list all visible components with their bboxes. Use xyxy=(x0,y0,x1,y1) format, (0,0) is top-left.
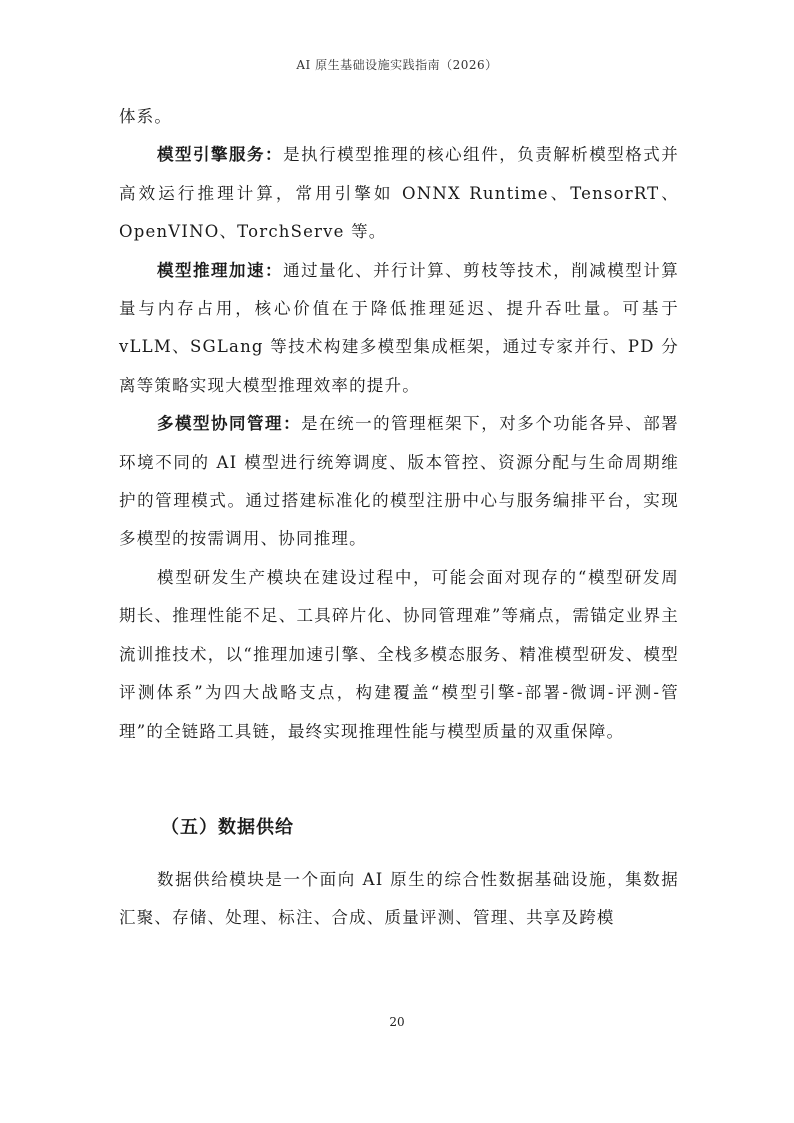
section-heading: （五）数据供给 xyxy=(161,816,294,838)
paragraph-data-supply xyxy=(119,861,679,938)
document-body xyxy=(119,98,679,938)
paragraph-model-engine-service xyxy=(119,136,679,251)
paragraph-inference-acceleration xyxy=(119,252,679,406)
term-model-engine-service: 模型引擎服务： xyxy=(157,145,284,165)
page-header: AI 原生基础设施实践指南（2026） xyxy=(296,58,498,72)
paragraph-text: 通过量化、并行计算、剪枝等技术，削减模型计算量与内存占用，核心价值在于降低推理延迟、提升吞吐量。可基于 vLLM、SGLang 等技术构建多模型集成框架，通过专家并行、PD 分离等策略实现大模型推理效率的提升。 xyxy=(119,260,679,395)
paragraph-text: 体系。 xyxy=(119,107,173,126)
paragraph-text: 是执行模型推理的核心组件，负责解析模型格式并高效运行推理计算，常用引擎如 ONNX Runtime、TensorRT、OpenVINO、TorchServe 等。 xyxy=(119,145,679,242)
paragraph-text: 数据供给模块是一个面向 AI 原生的综合性数据基础设施，集数据汇聚、存储、处理、标注、合成、质量评测、管理、共享及跨模 xyxy=(119,869,679,928)
paragraph-continuation xyxy=(119,98,679,136)
page-number: 20 xyxy=(389,1015,405,1029)
paragraph-multi-model-management xyxy=(119,405,679,559)
term-inference-acceleration: 模型推理加速： xyxy=(157,260,284,280)
paragraph-text: 是在统一的管理框架下，对多个功能各异、部署环境不同的 AI 模型进行统筹调度、版本管控、资源分配与生命周期维护的管理模式。通过搭建标准化的模型注册中心与服务编排平台，实现多模型的按需调用、协同推理。 xyxy=(119,414,679,549)
paragraph-module-summary xyxy=(119,559,679,751)
paragraph-text: 模型研发生产模块在建设过程中，可能会面对现存的“模型研发周期长、推理性能不足、工具碎片化、协同管理难”等痛点，需锚定业界主流训推技术，以“推理加速引擎、全栈多模态服务、精准模型研发、模型评测体系”为四大战略支点，构建覆盖“模型引擎-部署-微调-评测-管理”的全链路工具链，最终实现推理性能与模型质量的双重保障。 xyxy=(119,567,679,741)
term-multi-model-management: 多模型协同管理： xyxy=(157,414,302,434)
